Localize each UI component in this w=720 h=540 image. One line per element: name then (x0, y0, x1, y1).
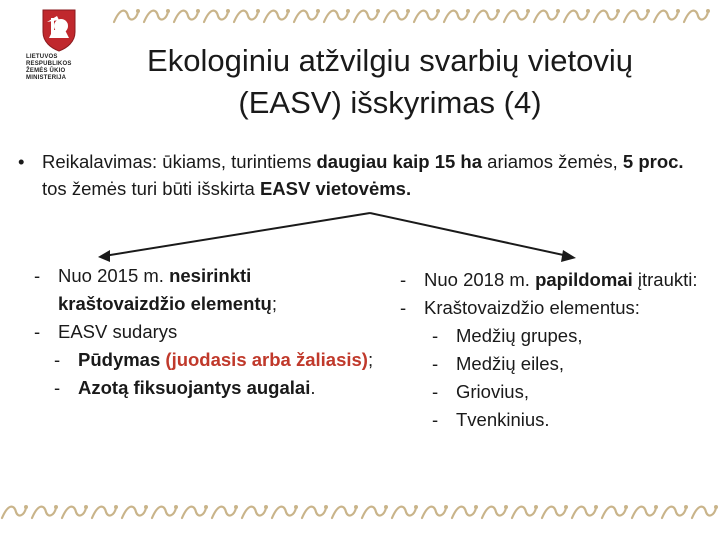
dash-marker: - (400, 297, 407, 318)
bullet-text-part: Reikalavimas: ūkiams, turintiems (42, 151, 317, 172)
left-item-3-highlight: (juodasis arba žaliasis) (160, 349, 368, 370)
bullet-marker: • (18, 151, 25, 172)
bullet-text-part: ariamos žemės, (482, 151, 623, 172)
arrow-right-head (561, 250, 576, 262)
bullet-bold-area: daugiau kaip 15 ha (316, 151, 483, 172)
arrow-left-head (98, 250, 110, 262)
bullet-text (42, 148, 708, 202)
logo-caption (26, 54, 100, 82)
bullet-bold-easv: EASV vietovėms. (259, 178, 412, 199)
list-item (34, 346, 374, 374)
right-item-1-end: įtraukti: (632, 269, 698, 290)
list-item (34, 318, 374, 346)
left-item-1-end: ; (271, 293, 277, 314)
right-column (400, 266, 710, 434)
list-item (400, 406, 710, 434)
bullet-bold-percent: 5 proc. (622, 151, 684, 172)
left-item-4-bold: Azotą fiksuojantys augalai (78, 377, 311, 398)
slide-title (110, 40, 670, 124)
left-item-1-text: Nuo 2015 m. (58, 265, 170, 286)
right-item-5-text: Griovius, (456, 381, 529, 402)
dash-marker: - (54, 349, 61, 370)
left-item-2-text: EASV sudarys (58, 321, 178, 342)
list-item (400, 266, 710, 294)
left-column (34, 262, 374, 402)
top-ornament (112, 4, 712, 26)
list-item (34, 374, 374, 402)
arrow-left-line (104, 213, 370, 256)
logo-line-2: ŽEMĖS ŪKIO MINISTERIJA (26, 68, 67, 81)
left-item-3-end: ; (367, 349, 374, 370)
right-item-6-text: Tvenkinius. (456, 409, 550, 430)
dash-marker: - (54, 377, 61, 398)
coat-of-arms-icon (39, 8, 79, 52)
right-item-4-text: Medžių eiles, (456, 353, 564, 374)
dash-marker: - (432, 353, 439, 374)
right-item-2-text: Kraštovaizdžio elementus: (424, 297, 640, 318)
right-item-3-text: Medžių grupes, (456, 325, 583, 346)
left-item-4-end: . (310, 377, 316, 398)
list-item (400, 294, 710, 322)
left-item-1-bold: nesirinkti kraštovaizdžio elementų (58, 265, 272, 314)
main-bullet (18, 148, 708, 202)
dash-marker: - (400, 269, 407, 290)
logo-line-1: LIETUVOS RESPUBLIKOS (26, 54, 72, 67)
list-item (400, 378, 710, 406)
dash-marker: - (432, 409, 439, 430)
bottom-ornament (0, 500, 720, 522)
right-item-1-text: Nuo 2018 m. (424, 269, 536, 290)
list-item (400, 322, 710, 350)
ministry-logo (18, 8, 100, 81)
dash-marker: - (34, 321, 41, 342)
title-line-2: (EASV) išskyrimas (4) (238, 85, 542, 120)
right-item-1-bold: papildomai (535, 269, 633, 290)
list-item (34, 262, 374, 318)
arrow-right-line (370, 213, 568, 256)
list-item (400, 350, 710, 378)
bullet-text-part: tos žemės turi būti išskirta (42, 178, 260, 199)
title-line-1: Ekologiniu atžvilgiu svarbių vietovių (147, 43, 633, 78)
dash-marker: - (432, 325, 439, 346)
left-item-3-bold: Pūdymas (78, 349, 161, 370)
dash-marker: - (34, 265, 41, 286)
dash-marker: - (432, 381, 439, 402)
